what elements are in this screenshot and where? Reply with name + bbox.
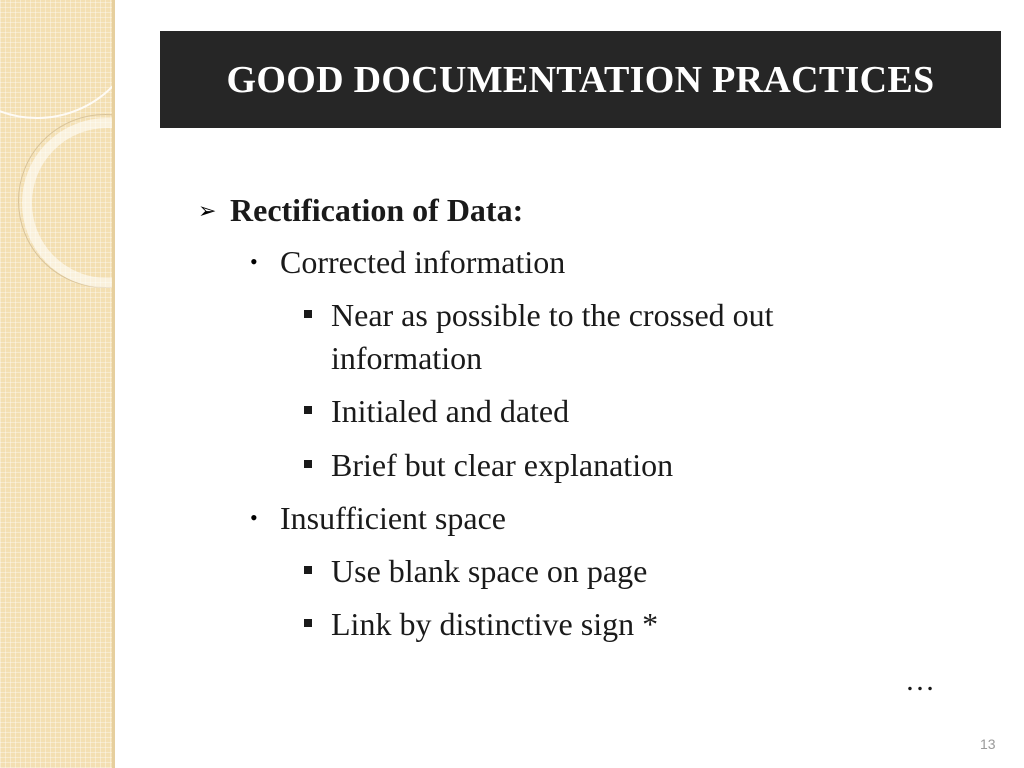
round-bullet-icon: •: [250, 505, 258, 530]
page-number: 13: [980, 736, 996, 752]
list-item: Insufficient space: [280, 500, 506, 536]
list-item: Corrected information: [280, 244, 566, 280]
square-bullet-icon: [304, 566, 312, 574]
list-item-continuation: information: [331, 340, 483, 376]
continuation-ellipsis: …: [905, 664, 935, 697]
section-heading: Rectification of Data:: [230, 192, 524, 228]
list-item: Brief but clear explanation: [331, 447, 674, 483]
list-item: Link by distinctive sign *: [331, 606, 659, 642]
square-bullet-icon: [304, 406, 312, 414]
square-bullet-icon: [304, 460, 312, 468]
slide-title: GOOD DOCUMENTATION PRACTICES: [226, 58, 935, 101]
round-bullet-icon: •: [250, 249, 258, 274]
square-bullet-icon: [304, 619, 312, 627]
square-bullet-icon: [304, 310, 312, 318]
arrowhead-bullet-icon: ➢: [198, 198, 217, 223]
list-item: Near as possible to the crossed out: [331, 297, 774, 333]
list-item: Use blank space on page: [331, 553, 648, 589]
list-item: Initialed and dated: [331, 393, 570, 429]
